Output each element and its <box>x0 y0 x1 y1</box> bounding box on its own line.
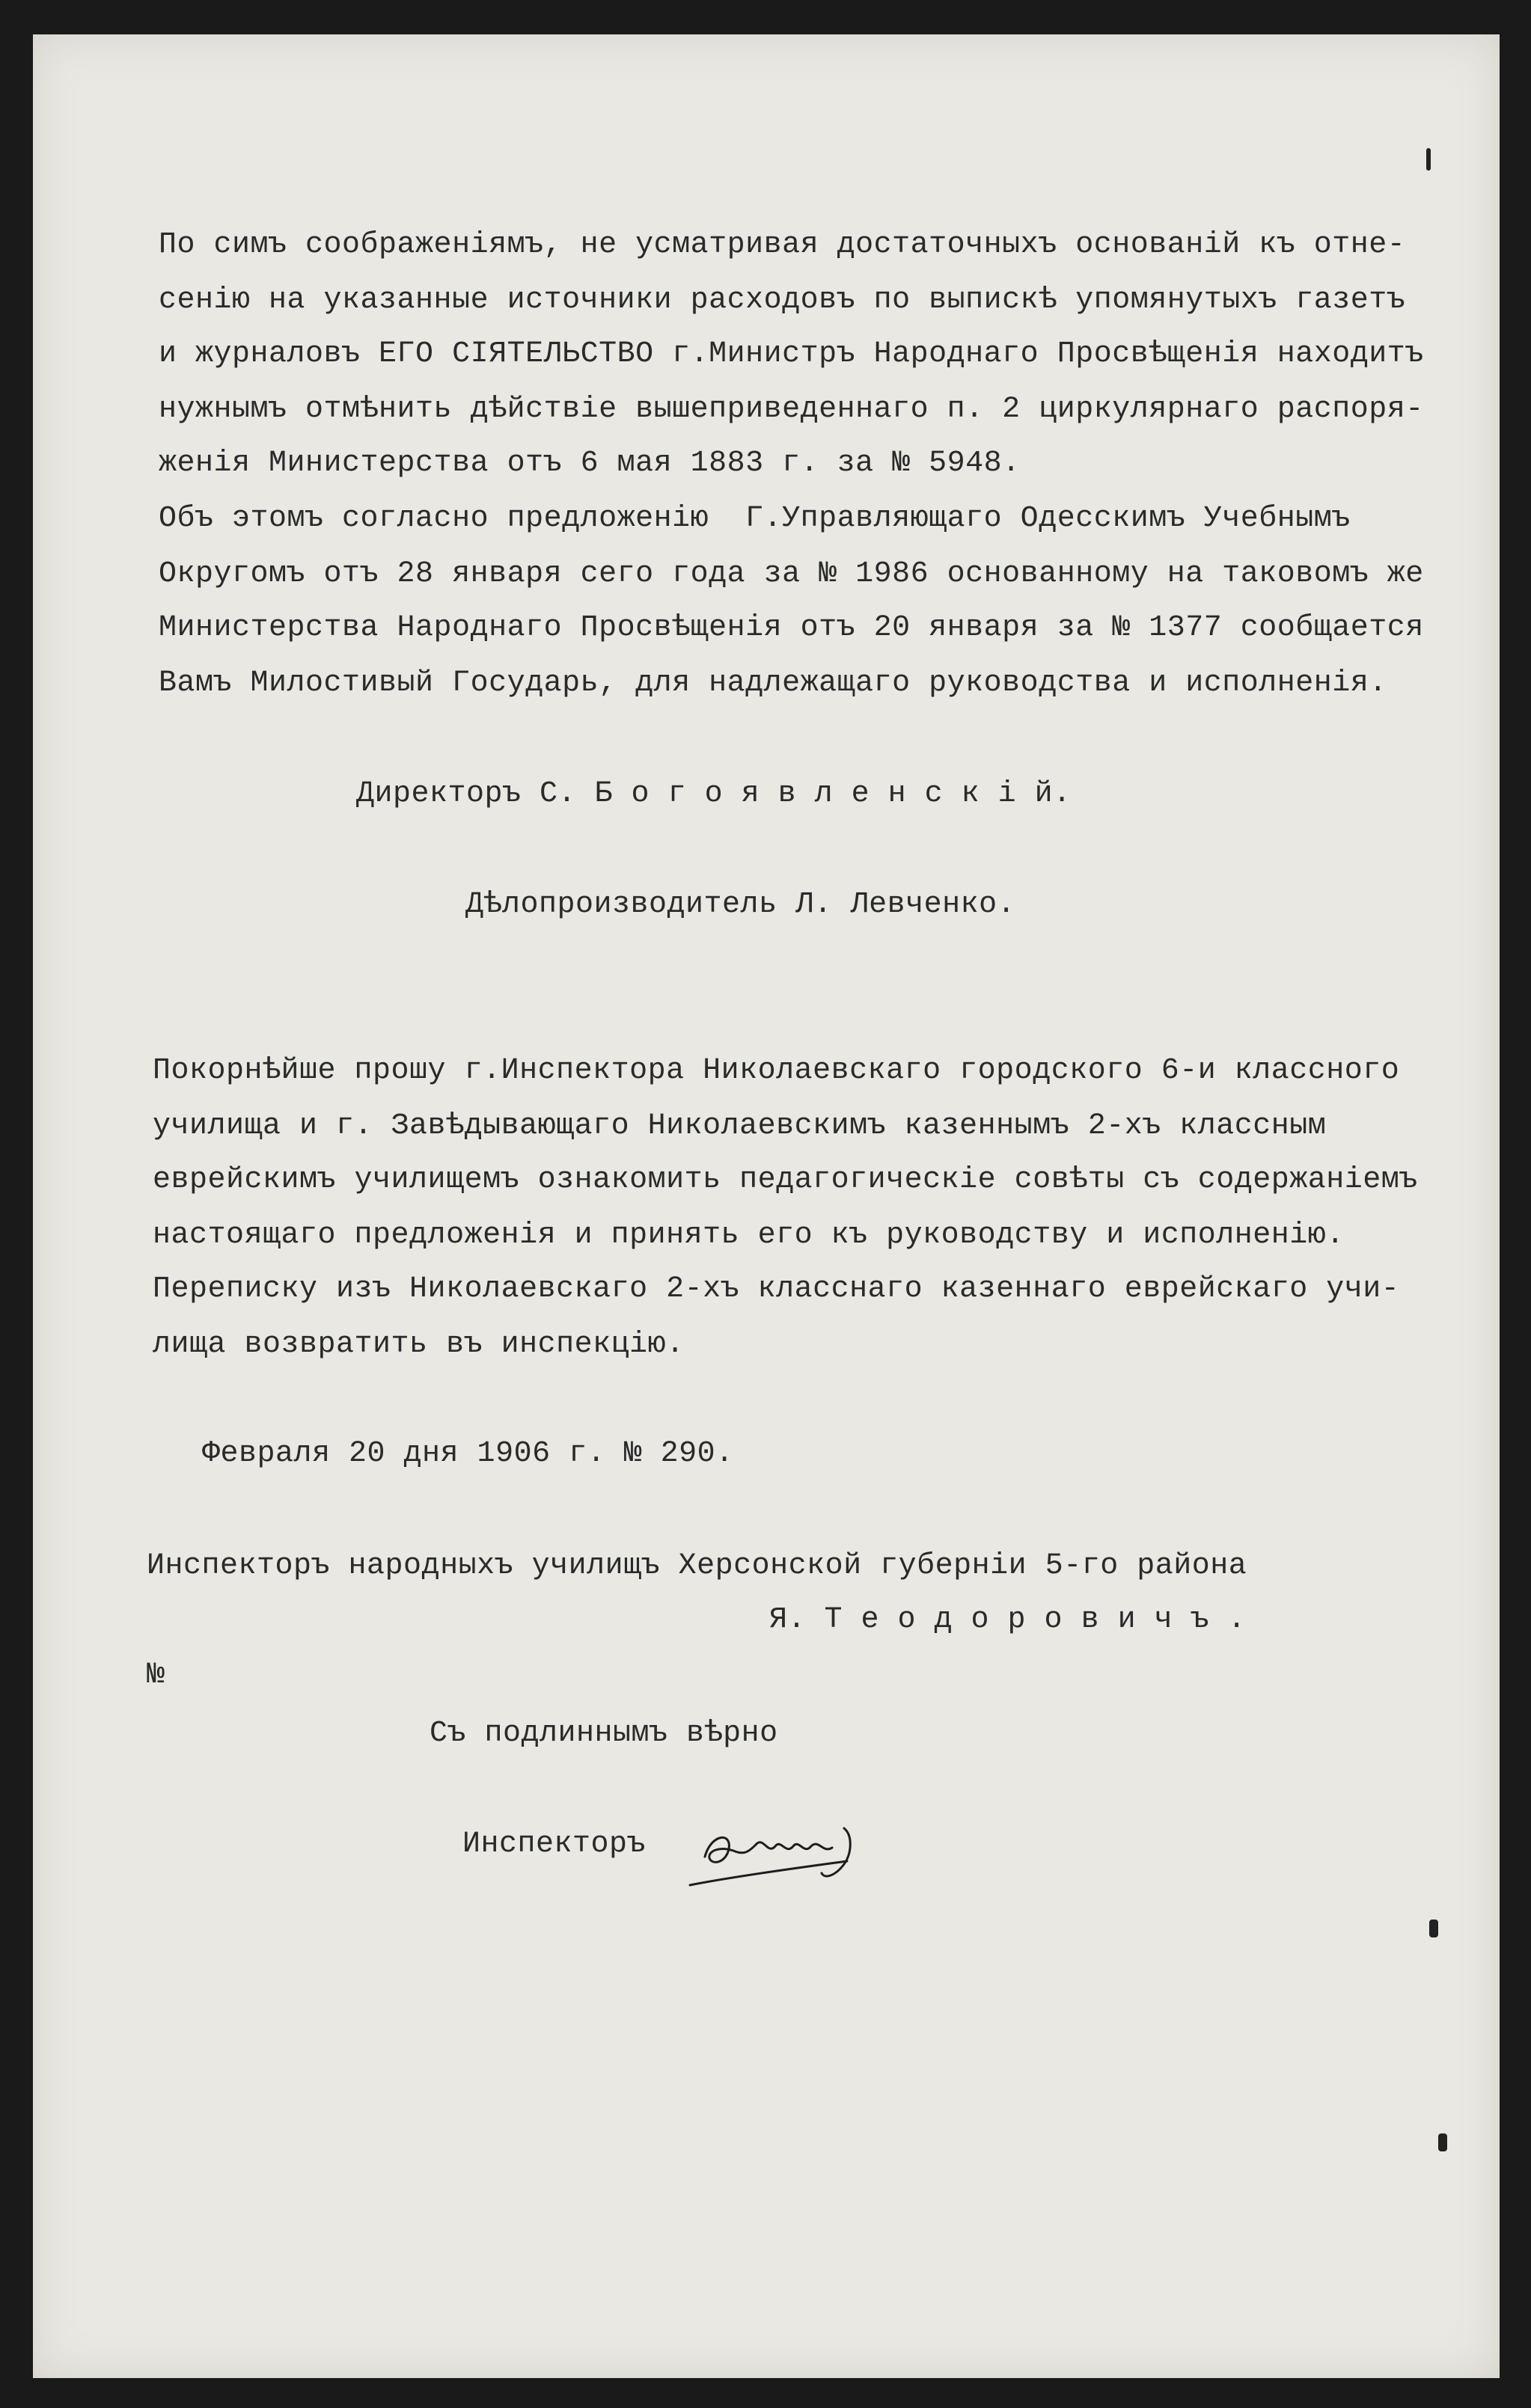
inspector-name: Я. Т е о д о р о в и ч ъ . <box>769 1603 1247 1637</box>
paragraph-3-line-5: Переписку изъ Николаевскаго 2-хъ класснаго казеннаго еврейскаго учи- <box>153 1272 1400 1306</box>
paragraph-1-line-4: нужнымъ отмѣнить дѣйствіе вышеприведеннаго п. 2 циркулярнаго распоря- <box>159 393 1424 426</box>
paragraph-3-line-2: училища и г. Завѣдывающаго Николаевскимъ казеннымъ 2-хъ классным <box>153 1109 1327 1143</box>
paragraph-3-line-1: Покорнѣйше прошу г.Инспектора Николаевскаго городского 6-и классного <box>153 1054 1400 1088</box>
handwritten-signature <box>675 1813 892 1903</box>
paragraph-1-line-1: По симъ соображеніямъ, не усматривая достаточныхъ основаній къ отне- <box>159 228 1406 262</box>
date-line: Февраля 20 дня 1906 г. № 290. <box>202 1437 734 1471</box>
inspector-line: Инспекторъ народныхъ училищъ Херсонской губерніи 5-го района <box>147 1549 1247 1583</box>
paragraph-1-line-3: и журналовъ ЕГО СІЯТЕЛЬСТВО г.Министръ Народнаго Просвѣщенія находитъ <box>159 337 1424 371</box>
paragraph-2-line-3: Министерства Народнаго Просвѣщенія отъ 20 января за № 1377 сообщается <box>159 611 1424 645</box>
certified-line: Съ подлиннымъ вѣрно <box>430 1717 778 1750</box>
ink-mark <box>1429 1920 1438 1937</box>
paragraph-3-line-6: лища возвратить въ инспекцію. <box>153 1328 685 1361</box>
paragraph-2-line-1: Объ этомъ согласно предложенію Г.Управляющаго Одесскимъ Учебнымъ <box>159 502 1351 536</box>
signature-label: Инспекторъ <box>462 1828 647 1861</box>
paragraph-3-line-3: еврейскимъ училищемъ ознакомить педагогическіе совѣты съ содержаніемъ <box>153 1163 1418 1197</box>
paragraph-3-line-4: настоящаго предложенія и принять его къ руководству и исполненію. <box>153 1219 1345 1252</box>
ink-mark <box>1426 148 1431 171</box>
paragraph-1-line-5: женія Министерства отъ 6 мая 1883 г. за № 5948. <box>159 447 1021 480</box>
paragraph-2-line-2: Округомъ отъ 28 января сего года за № 1986 основанному на таковомъ же <box>159 557 1424 591</box>
number-mark: № <box>147 1658 165 1692</box>
director-line: Директоръ С. Б о г о я в л е н с к і й. <box>356 777 1072 811</box>
document-page <box>33 34 1500 2378</box>
paragraph-2-line-4: Вамъ Милостивый Государь, для надлежащаго руководства и исполненія. <box>159 667 1387 700</box>
ink-mark <box>1438 2133 1447 2151</box>
paragraph-1-line-2: сенію на указанные источники расходовъ по выпискѣ упомянутыхъ газетъ <box>159 284 1406 317</box>
clerk-line: Дѣлопроизводитель Л. Левченко. <box>465 888 1016 922</box>
